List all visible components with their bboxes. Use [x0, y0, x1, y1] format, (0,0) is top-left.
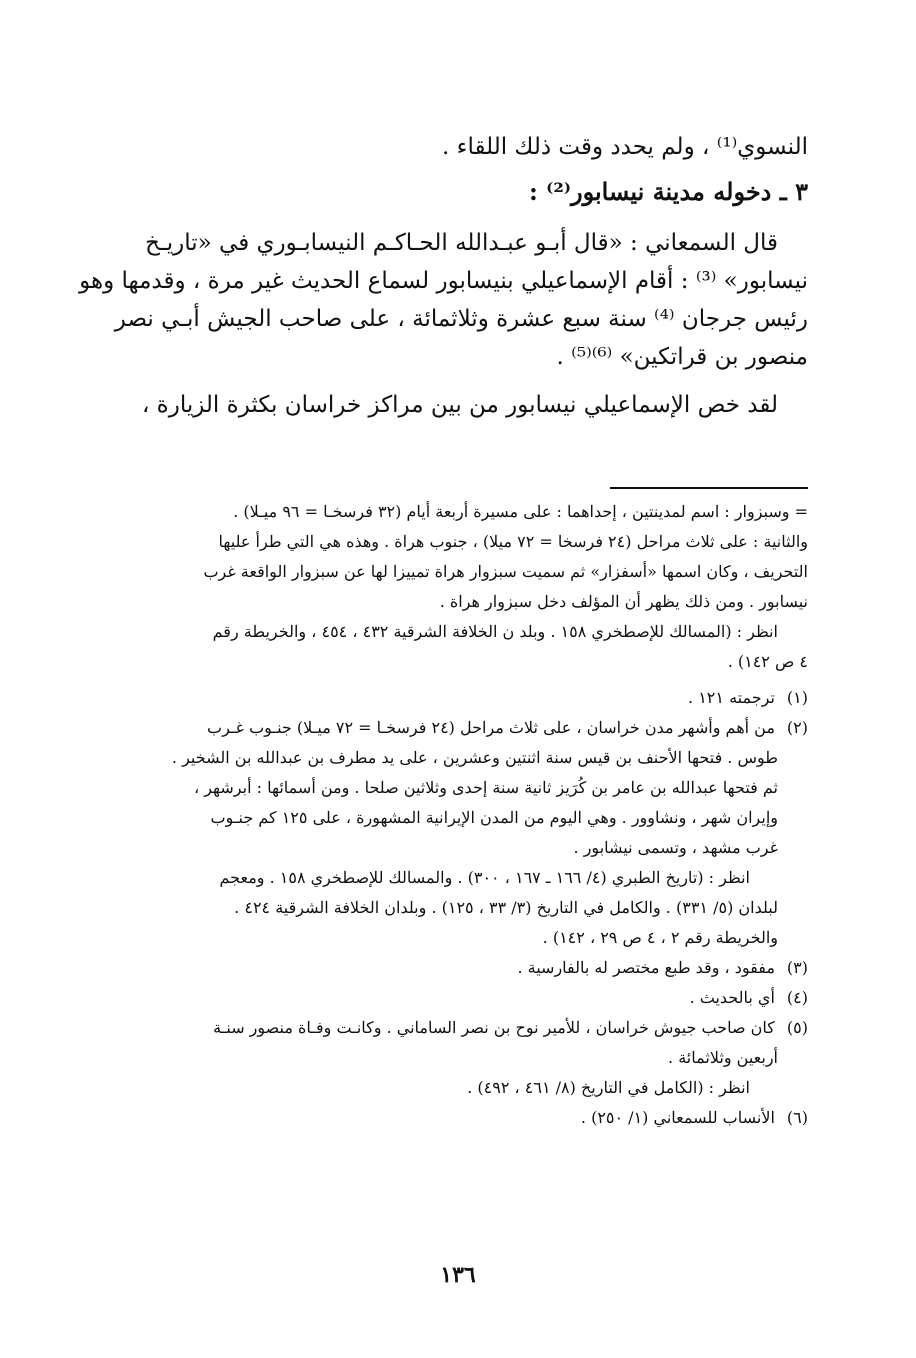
footnote-6 — [108, 1103, 808, 1133]
footnote-line: التحريف ، وكان اسمها «أسفزار» ثم سميت سبزوار هراة تمييزا لها عن سبزوار الواقعة غرب — [203, 562, 808, 581]
footnote-text: ترجمته ١٢١ . — [688, 688, 775, 707]
page-number: ١٣٦ — [440, 1262, 476, 1288]
text-line: قال السمعاني : «قال أبـو عبـدالله الحـاكـم النيسابـوري في «تاريـخ — [145, 230, 778, 256]
text-line: نيسابور» ⁽³⁾ : أقام الإسماعيلي بنيسابور لسماع الحديث غير مرة ، وقدمها وهو — [79, 268, 808, 294]
footnote-line: لبلدان (٥/ ٣٣١) . والكامل في التاريخ (٣/ ٣٣ ، ١٢٥) . وبلدان الخلافة الشرقية ٤٢٤ . — [234, 898, 778, 917]
footnote-line: ٤ ص ١٤٢) . — [727, 652, 808, 671]
footnote-line: = وسبزوار : اسم لمدينتين ، إحداهما : على مسيرة أربعة أيام (٣٢ فرسخـا = ٩٦ ميـلا) . — [233, 502, 808, 521]
text-line: النسوي⁽¹⁾ ، ولم يحدد وقت ذلك اللقاء . — [442, 134, 808, 160]
footnote-text: من أهم وأشهر مدن خراسان ، على ثلاث مراحل (٢٤ فرسخـا = ٧٢ ميـلا) جنـوب غـرب — [207, 718, 775, 737]
footnote-line: ثم فتحها عبدالله بن عامر بن كُرَيز ثانية سنة إحدى وثلاثين صلحا . ومن أسمائها : أبرشهر ، — [193, 778, 778, 797]
footnote-number: (٥) — [786, 1018, 808, 1037]
footnotes — [108, 497, 808, 1133]
footnote-line: والخريطة رقم ٢ ، ٤ ص ٢٩ ، ١٤٢) . — [542, 928, 778, 947]
footnote-text: كان صاحب جيوش خراسان ، للأمير نوح بن نصر الساماني . وكانـت وفـاة منصور سنـة — [213, 1018, 775, 1037]
footnote-text: الأنساب للسمعاني (١/ ٢٥٠) . — [580, 1108, 775, 1127]
footnote-5 — [108, 1013, 808, 1043]
footnote-line: وإيران شهر ، ونشاوور . وهي اليوم من المدن الإيرانية المشهورة ، على ١٢٥ كم جنـوب — [210, 808, 778, 827]
paragraph-samani-quote — [79, 224, 808, 376]
text-line: رئيس جرجان ⁽⁴⁾ سنة سبع عشرة وثلاثمائة ، على صاحب الجيش أبـي نصر — [114, 306, 808, 332]
main-text — [79, 128, 808, 424]
footnote-3 — [108, 953, 808, 983]
footnote-text: أي بالحديث . — [689, 988, 775, 1007]
paragraph-nishapur-visits: لقد خص الإسماعيلي نيسابور من بين مراكز خراسان بكثرة الزيارة ، — [141, 392, 778, 418]
footnote-number: (٦) — [786, 1108, 808, 1127]
footnote-number: (٢) — [786, 718, 808, 737]
footnote-number: (٣) — [786, 958, 808, 977]
footnote-separator — [610, 487, 808, 489]
footnote-line: غرب مشهد ، وتسمى نيشابور . — [573, 838, 778, 857]
section-heading: ٣ ـ دخوله مدينة نيسابور⁽²⁾ : — [528, 177, 808, 206]
footnote-2 — [108, 713, 808, 743]
footnote-4 — [108, 983, 808, 1013]
footnote-1 — [108, 683, 808, 713]
footnote-line: والثانية : على ثلاث مراحل (٢٤ فرسخا = ٧٢ ميلا) ، جنوب هراة . وهذه هي التي طرأ عليها — [218, 532, 808, 551]
text-line: منصور بن قراتكين» ⁽⁶⁾⁽⁵⁾ . — [556, 344, 808, 370]
footnote-reference: انظر : (المسالك للإصطخري ١٥٨ . وبلد ن الخلافة الشرقية ٤٣٢ ، ٤٥٤ ، والخريطة رقم — [212, 622, 778, 641]
footnote-reference: انظر : (الكامل في التاريخ (٨/ ٤٦١ ، ٤٩٢) . — [467, 1078, 750, 1097]
footnote-number: (١) — [786, 688, 808, 707]
footnote-line: طوس . فتحها الأحنف بن قيس سنة اثنتين وعشرين ، على يد مطرف بن عبدالله بن الشخير . — [171, 748, 778, 767]
footnote-number: (٤) — [786, 988, 808, 1007]
footnote-line: نيسابور . ومن ذلك يظهر أن المؤلف دخل سبزوار هراة . — [439, 592, 808, 611]
footnote-line: أربعين وثلاثمائة . — [668, 1048, 778, 1067]
footnote-text: مفقود ، وقد طبع مختصر له بالفارسية . — [517, 958, 775, 977]
footnote-reference: انظر : (تاريخ الطبري (٤/ ١٦٦ ـ ١٦٧ ، ٣٠٠) . والمسالك للإصطخري ١٥٨ . ومعجم — [219, 868, 750, 887]
